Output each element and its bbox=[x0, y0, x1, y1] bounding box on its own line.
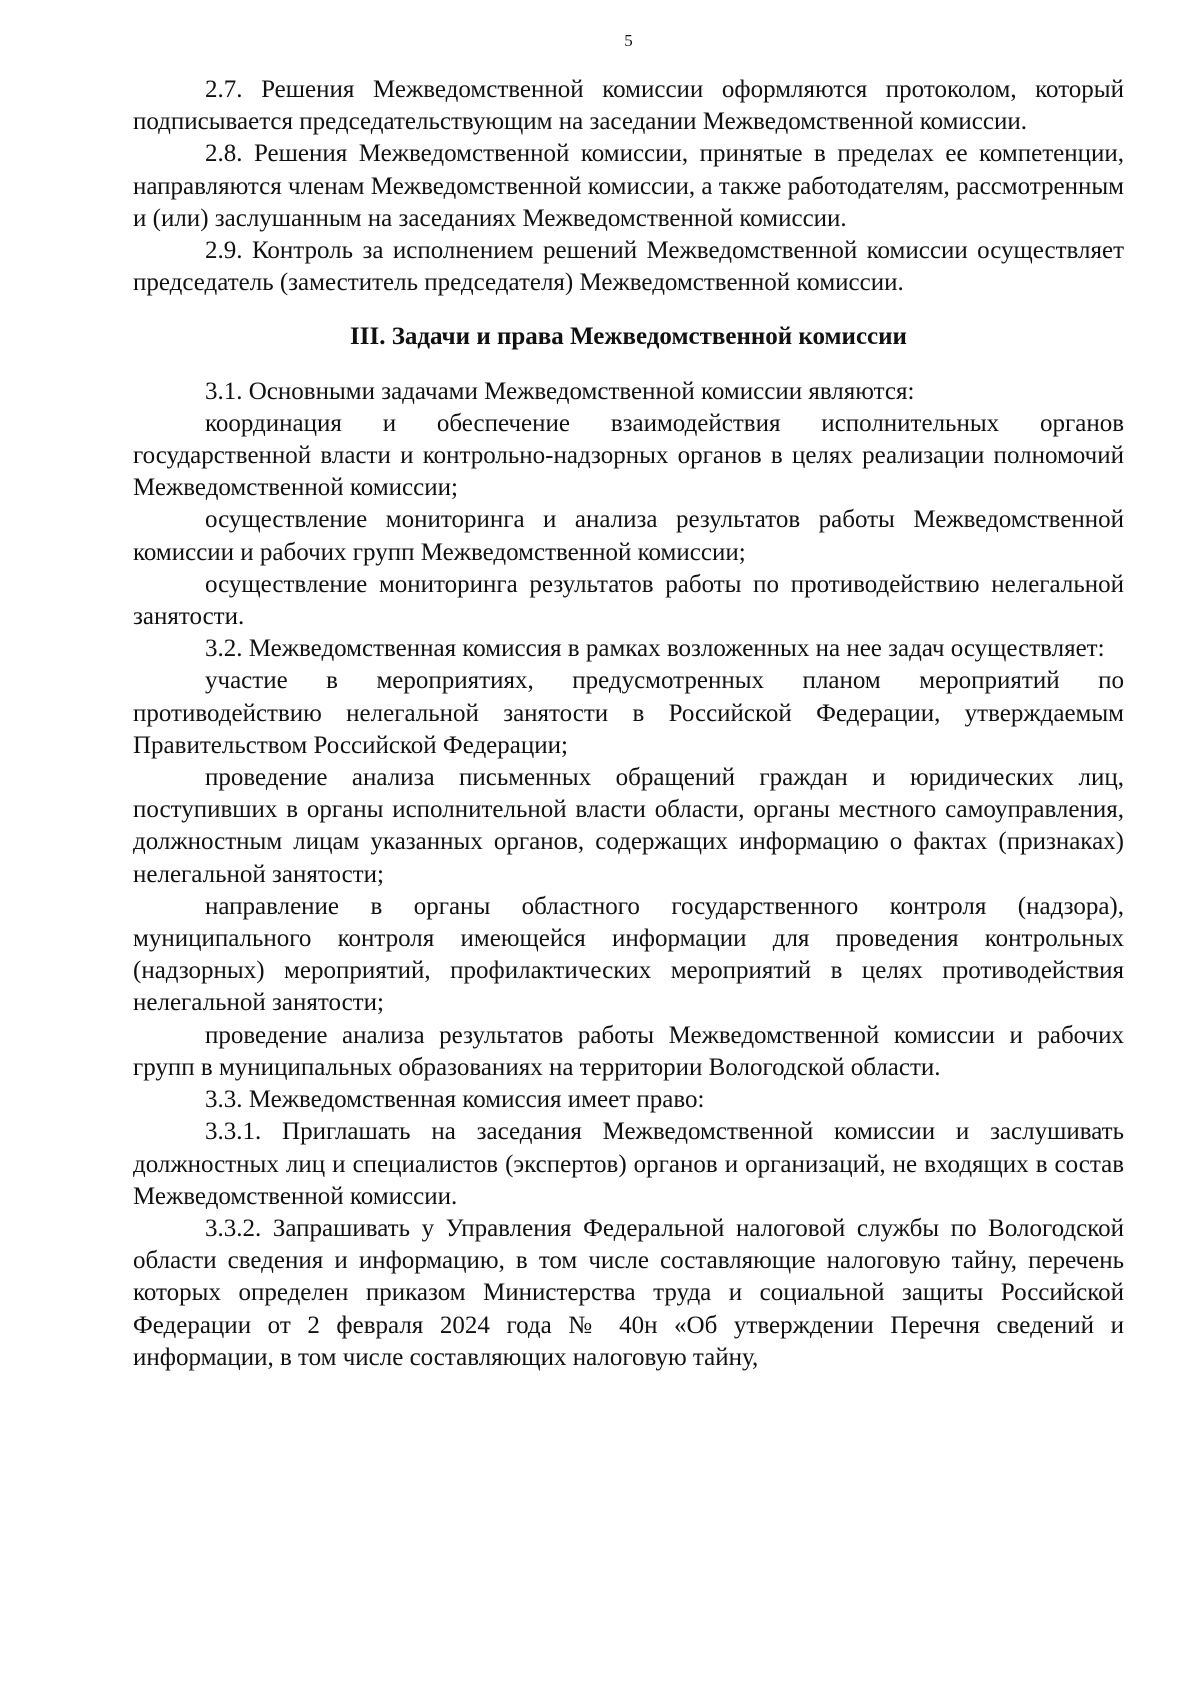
page-number: 5 bbox=[624, 31, 633, 50]
paragraph-3-2: 3.2. Межведомственная комиссия в рамках возложенных на нее задач осуществляет: bbox=[205, 635, 1105, 663]
paragraph-2-8: 2.8. Решения Межведомственной комиссии, принятые в пределах ее компетенции, направляются членам Межведомственной комиссии, а также работодателям, рассмотренным и (или) заслушанным на заседаниях Межведомственной комиссии. bbox=[133, 140, 1124, 232]
paragraph-3-2-item-4: проведение анализа результатов работы Межведомственной комиссии и рабочих групп в муниципальных образованиях на территории Вологодской области. bbox=[133, 1021, 1124, 1081]
paragraph-2-7: 2.7. Решения Межведомственной комиссии оформляются протоколом, который подписывается председательствующим на заседании Межведомственной комиссии. bbox=[133, 76, 1124, 136]
paragraph-3-2-item-3: направление в органы областного государственного контроля (надзора), муниципального контроля имеющейся информации для проведения контрольных (надзорных) мероприятий, профилактических мероприятий в целях противодействия нелегальной занятости; bbox=[133, 892, 1124, 1017]
section-heading: III. Задачи и права Межведомственной комиссии bbox=[350, 323, 907, 351]
paragraph-3-2-item-1: участие в мероприятиях, предусмотренных планом мероприятий по противодействию нелегальной занятости в Российской Федерации, утверждаемым Правительством Российской Федерации; bbox=[133, 667, 1124, 759]
paragraph-3-1: 3.1. Основными задачами Межведомственной комиссии являются: bbox=[205, 377, 915, 405]
document-page bbox=[133, 30, 1124, 1374]
paragraph-3-3-2: 3.3.2. Запрашивать у Управления Федеральной налоговой службы по Вологодской области сведения и информацию, в том числе составляющие налоговую тайну, перечень которых определен приказом Министерства труда и социальной защиты Российской Федерации от 2 февраля 2024 года № 40н «Об утверждении Перечня сведений и информации, в том числе составляющих налоговую тайну, bbox=[133, 1214, 1124, 1371]
paragraph-3-3: 3.3. Межведомственная комиссия имеет право: bbox=[205, 1086, 705, 1114]
paragraph-3-1-item-3: осуществление мониторинга результатов работы по противодействию нелегальной занятости. bbox=[133, 570, 1124, 631]
paragraph-3-3-1: 3.3.1. Приглашать на заседания Межведомственной комиссии и заслушивать должностных лиц и специалистов (экспертов) органов и организаций, не входящих в состав Межведомственной комиссии. bbox=[133, 1118, 1124, 1210]
paragraph-3-2-item-2: проведение анализа письменных обращений граждан и юридических лиц, поступивших в органы исполнительной власти области, органы местного самоуправления, должностным лицам указанных органов, содержащих информацию о фактах (признаках) нелегальной занятости; bbox=[133, 764, 1124, 888]
paragraph-2-9: 2.9. Контроль за исполнением решений Межведомственной комиссии осуществляет председатель (заместитель председателя) Межведомственной комиссии. bbox=[133, 237, 1124, 297]
paragraph-3-1-item-1: координация и обеспечение взаимодействия исполнительных органов государственной власти и контрольно-надзорных органов в целях реализации полномочий Межведомственной комиссии; bbox=[133, 409, 1124, 502]
paragraph-3-1-item-2: осуществление мониторинга и анализа результатов работы Межведомственной комиссии и рабочих групп Межведомственной комиссии; bbox=[133, 506, 1124, 566]
